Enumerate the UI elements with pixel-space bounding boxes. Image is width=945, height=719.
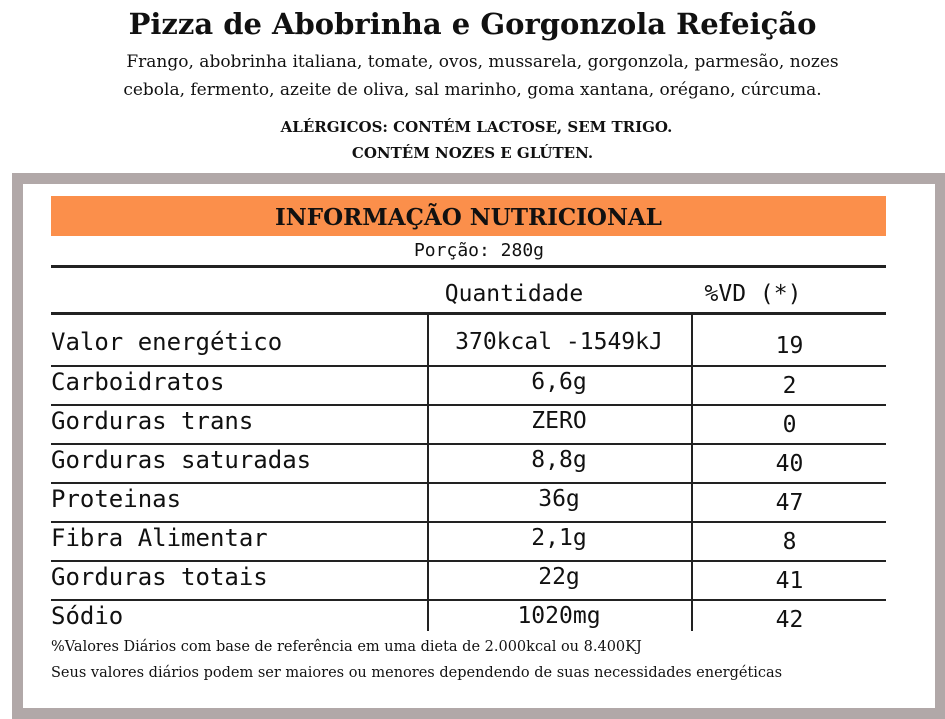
nutrient-daily-value: 8 [782, 529, 797, 555]
footnote-line: Seus valores diários podem ser maiores ou menores dependendo de suas necessidades energéticas [51, 665, 783, 681]
product-title: Pizza de Abobrinha e Gorgonzola Refeição [128, 7, 817, 41]
nutrient-daily-value: 42 [775, 607, 804, 633]
nutrient-row [23, 484, 935, 523]
nutrient-quantity: 36g [538, 486, 580, 512]
nutrient-row [23, 445, 935, 484]
allergen-line: ALÉRGICOS: CONTÉM LACTOSE, SEM TRIGO. [280, 118, 673, 136]
divider [51, 312, 886, 315]
nutrition-facts-panel [12, 173, 945, 719]
nutrient-row [23, 523, 935, 562]
nutrient-quantity: 8,8g [531, 447, 587, 473]
column-header-quantity: Quantidade [444, 281, 584, 307]
column-header-daily-value: %VD (*) [704, 281, 802, 307]
nutrient-name: Proteinas [51, 485, 182, 513]
nutrient-daily-value: 40 [775, 451, 804, 477]
nutrient-quantity: 6,6g [531, 369, 587, 395]
nutrient-quantity: 2,1g [531, 525, 587, 551]
nutrient-name: Gorduras saturadas [51, 446, 312, 474]
nutrient-row [23, 327, 935, 366]
allergen-line: CONTÉM NOZES E GLÚTEN. [351, 144, 594, 162]
nutrient-name: Sódio [51, 602, 124, 630]
ingredients-list [0, 48, 945, 104]
daily-value-footnote [51, 634, 782, 686]
nutrient-row [23, 367, 935, 406]
nutrient-quantity: 370kcal -1549kJ [455, 329, 663, 355]
nutrient-daily-value: 47 [775, 490, 804, 516]
nutrient-daily-value: 2 [782, 373, 797, 399]
nutrition-header: INFORMAÇÃO NUTRICIONAL [275, 204, 662, 231]
nutrient-name: Gorduras trans [51, 407, 254, 435]
nutrient-daily-value: 0 [782, 412, 797, 438]
nutrition-header-banner [51, 196, 886, 236]
nutrient-quantity: 1020mg [517, 603, 601, 629]
nutrient-name: Valor energético [51, 328, 283, 356]
portion-size: Porção: 280g [413, 240, 545, 261]
nutrient-daily-value: 19 [775, 333, 804, 359]
nutrient-name: Fibra Alimentar [51, 524, 268, 552]
allergen-warning [0, 114, 945, 166]
divider [51, 265, 886, 268]
nutrient-daily-value: 41 [775, 568, 804, 594]
nutrient-name: Gorduras totais [51, 563, 268, 591]
nutrient-row [23, 406, 935, 445]
ingredients-line: Frango, abobrinha italiana, tomate, ovos, mussarela, gorgonzola, parmesão, nozes [126, 52, 839, 72]
nutrient-row [23, 562, 935, 601]
footnote-line: %Valores Diários com base de referência em uma dieta de 2.000kcal ou 8.400KJ [51, 639, 642, 655]
nutrient-name: Carboidratos [51, 368, 225, 396]
nutrient-quantity: 22g [538, 564, 580, 590]
ingredients-line: cebola, fermento, azeite de oliva, sal marinho, goma xantana, orégano, cúrcuma. [123, 80, 822, 100]
nutrient-quantity: ZERO [531, 408, 587, 434]
